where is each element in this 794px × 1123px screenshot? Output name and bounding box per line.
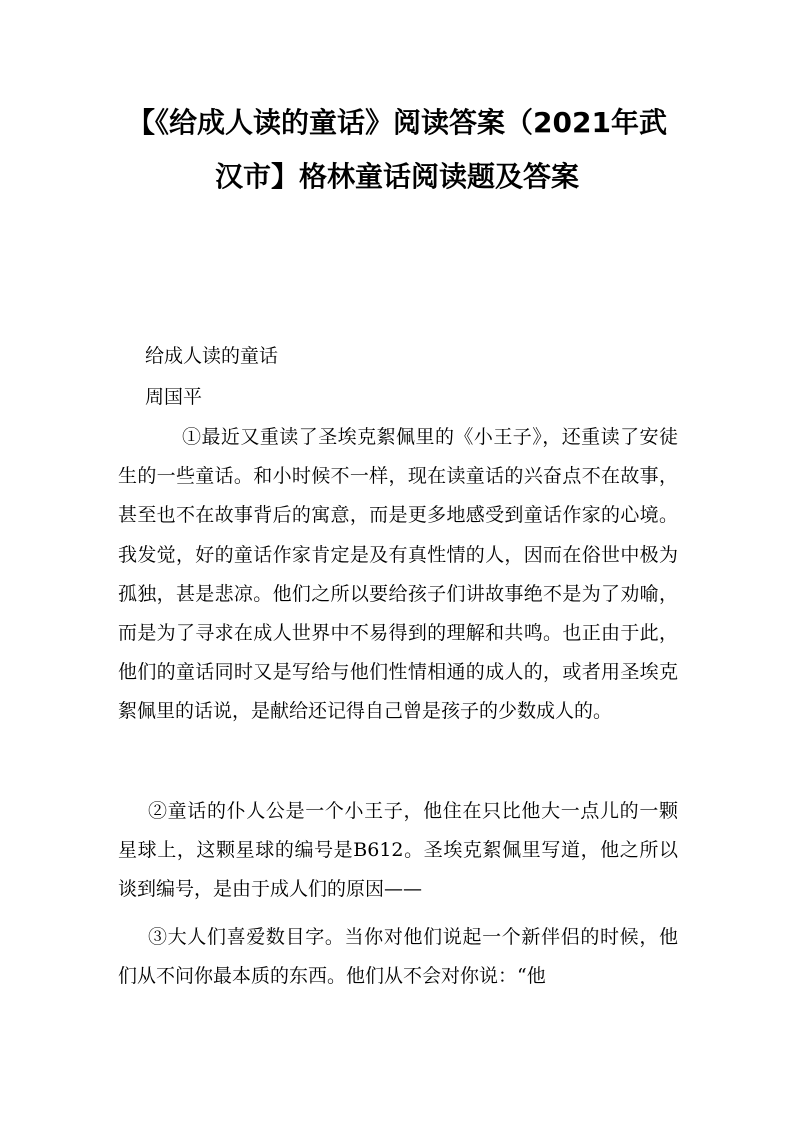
paragraph-2: ②童话的仆人公是一个小王子，他住在只比他大一点儿的一颗星球上，这颗星球的编号是B612。圣埃克絮佩里写道，他之所以谈到编号，是由于成人们的原因—— <box>118 800 678 901</box>
article-author: 周国平 <box>145 386 203 408</box>
paragraph-3: ③大人们喜爱数目字。当你对他们说起一个新伴侣的时候，他们从不问你最本质的东西。他们从不会对你说：“他 <box>118 926 678 988</box>
article-title: 给成人读的童话 <box>145 345 279 367</box>
document-title: 【《给成人读的童话》阅读答案（2021年武汉市】格林童话阅读题及答案 <box>127 106 667 193</box>
paragraph-1: ①最近又重读了圣埃克絮佩里的《小王子》，还重读了安徒生的一些童话。和小时候不一样，现在读童话的兴奋点不在故事，甚至也不在故事背后的寓意，而是更多地感受到童话作家的心境。我发觉，好的童话作家肯定是及有真性情的人，因而在俗世中极为孤独，甚是悲凉。他们之所以要给孩子们讲故事绝不是为了劝喻，而是为了寻求在成人世界中不易得到的理解和共鸣。也正由于此，他们的童话同时又是写给与他们性情相通的成人的，或者用圣埃克絮佩里的话说，是献给还记得自己曾是孩子的少数成人的。 <box>118 426 678 723</box>
